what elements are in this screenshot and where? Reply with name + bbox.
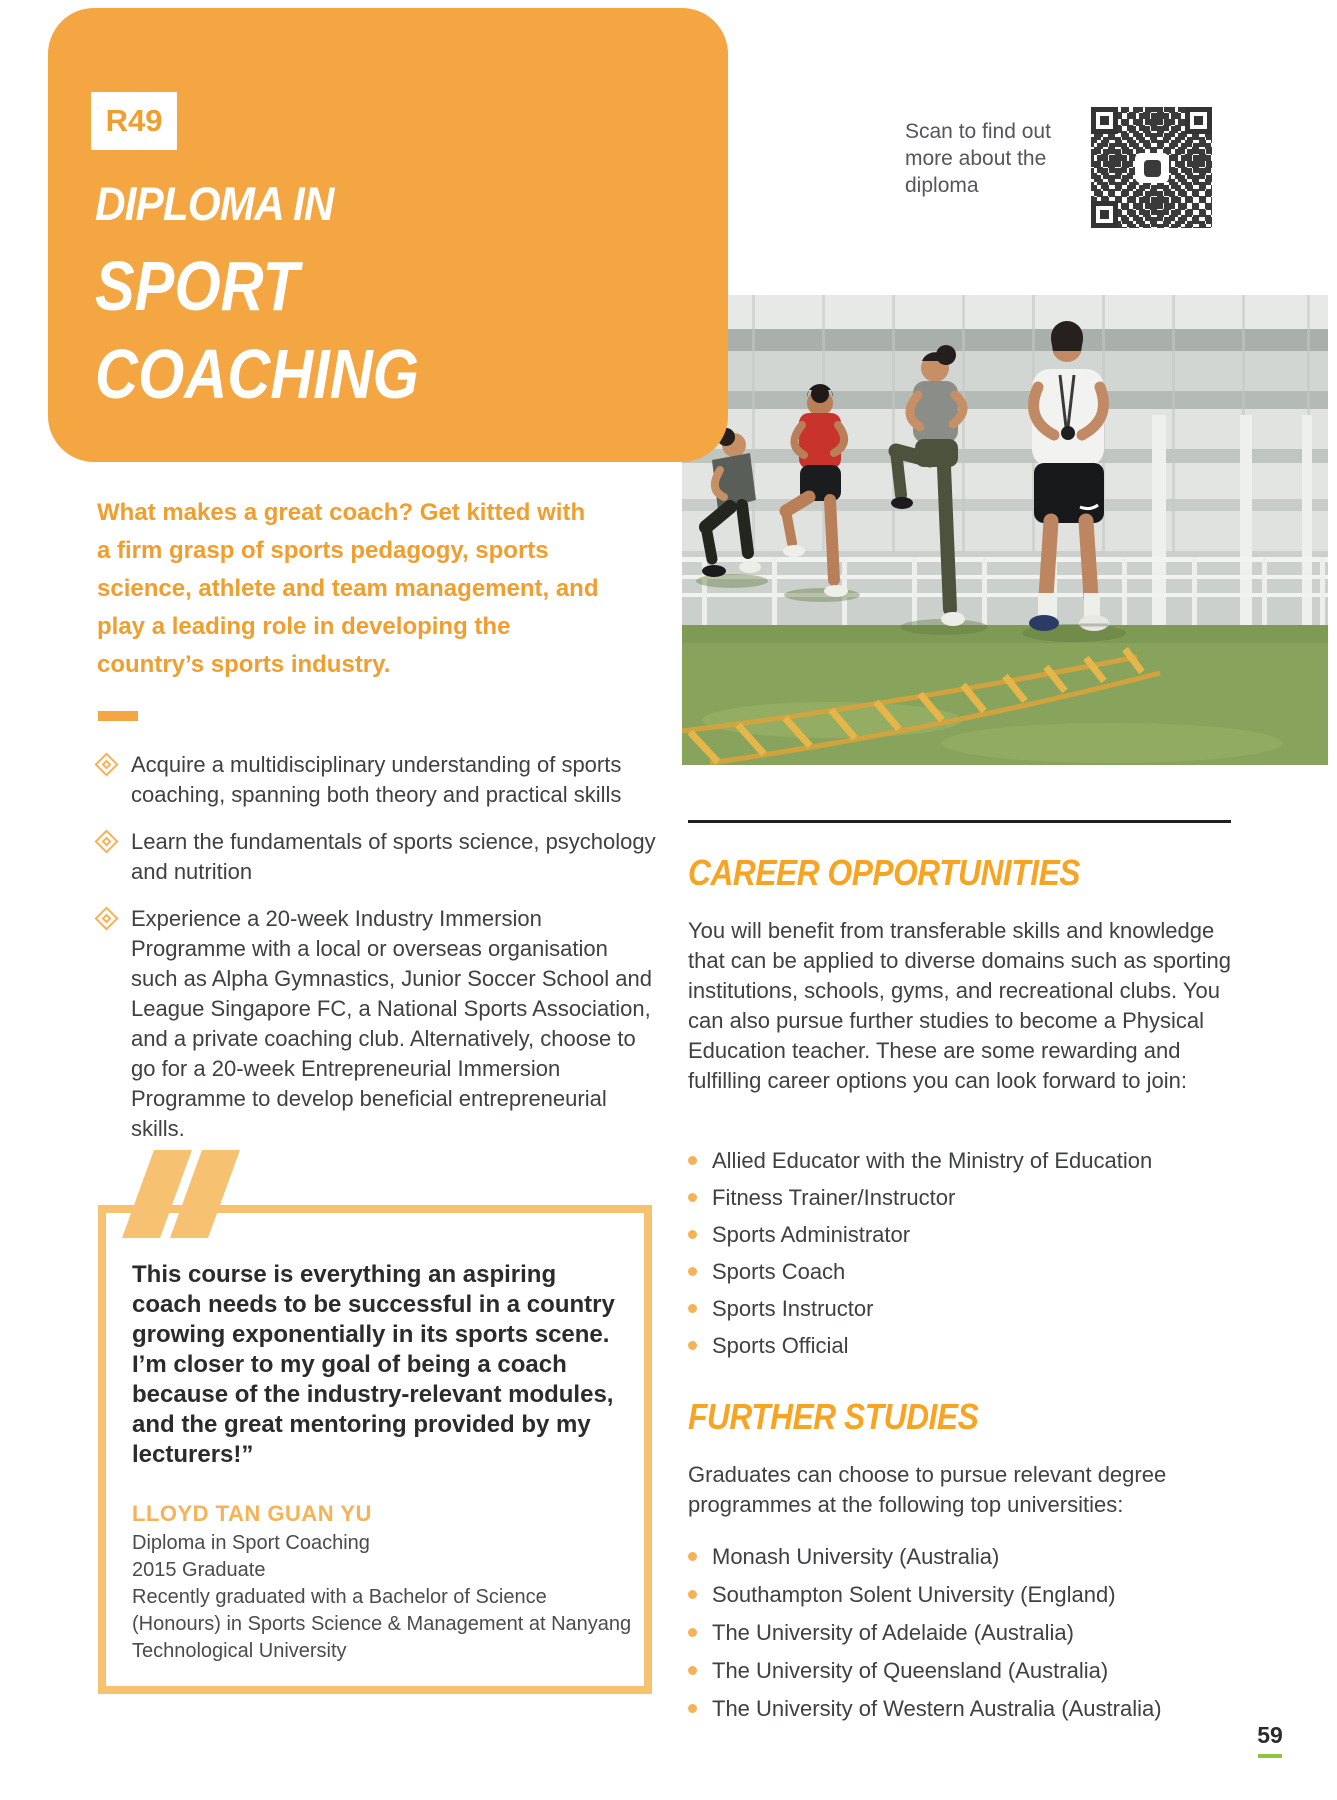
graduate-detail-line: Diploma in Sport Coaching [132,1532,370,1554]
career-role-text: Fitness Trainer/Instructor [712,1185,956,1210]
qr-code [1086,102,1217,233]
page-number-value: 59 [1257,1722,1283,1748]
orange-header-block [48,8,728,462]
qr-center-logo-icon [1135,153,1169,183]
university-text: The University of Western Australia (Australia) [712,1696,1162,1721]
orange-dot-bullet-icon [688,1156,697,1165]
diamond-bullet-icon [98,756,115,773]
graduate-detail-line: Recently graduated with a Bachelor of Science (Honours) in Sports Science & Management at Nanyang Technological University [132,1586,632,1662]
career-roles-list [688,1146,1288,1368]
qr-finder-icon [1185,107,1212,134]
career-role-item [688,1294,1288,1323]
university-item [688,1542,1288,1571]
university-item [688,1694,1288,1723]
university-item [688,1580,1288,1609]
career-section-rule [688,820,1231,823]
further-studies-heading: FURTHER STUDIES [688,1396,979,1437]
graduate-detail-line: 2015 Graduate [132,1559,266,1581]
qr-scan-note: Scan to find out more about the diploma [905,120,1051,197]
qr-finder-icon [1091,107,1118,134]
highlight-item [98,750,658,810]
career-role-text: Sports Instructor [712,1296,874,1321]
orange-dot-bullet-icon [688,1628,697,1637]
orange-dot-bullet-icon [688,1590,697,1599]
orange-dot-bullet-icon [688,1267,697,1276]
career-role-item [688,1183,1288,1212]
highlight-text: Learn the fundamentals of sports science, psychology and nutrition [131,829,656,884]
university-text: The University of Queensland (Australia) [712,1658,1109,1683]
career-heading: CAREER OPPORTUNITIES [688,852,1080,893]
further-studies-paragraph: Graduates can choose to pursue relevant degree programmes at the following top universities: [688,1462,1167,1517]
diploma-prefix: DIPLOMA IN [95,177,334,230]
course-code: R49 [105,103,163,138]
highlight-text: Experience a 20-week Industry Immersion Programme with a local or overseas organisation such as Alpha Gymnastics, Junior Soccer School and League Singapore FC, a National Sports Association, and a private coaching club. Alternatively, choose to go for a 20-week Entrepreneurial Immersion Programme to develop beneficial entrepreneurial skills. [131,906,652,1141]
orange-dot-bullet-icon [688,1230,697,1239]
career-role-text: Sports Coach [712,1259,846,1284]
highlight-text: Acquire a multidisciplinary understanding of sports coaching, spanning both theory and practical skills [131,752,622,807]
university-item [688,1618,1288,1647]
orange-dot-bullet-icon [688,1552,697,1561]
career-role-item [688,1257,1288,1286]
career-role-item [688,1146,1288,1175]
diamond-bullet-icon [98,910,115,927]
career-role-item [688,1220,1288,1249]
orange-dot-bullet-icon [688,1704,697,1713]
career-paragraph: You will benefit from transferable skills and knowledge that can be applied to diverse domains such as sporting institutions, schools, gyms, and recreational clubs. You can also pursue further studies to become a Physical Education teacher. These are some rewarding and fulfilling career options you can look forward to join: [688,918,1231,1093]
career-role-item [688,1331,1288,1360]
university-text: Southampton Solent University (England) [712,1582,1116,1607]
page-number-underline [1258,1754,1282,1758]
section-divider-dash [98,711,138,721]
intro-paragraph: What makes a great coach? Get kitted with a firm grasp of sports pedagogy, sports science, athlete and team management, and play a leading role in developing the country’s sports industry. [97,499,599,678]
page-number [1252,1722,1288,1758]
orange-dot-bullet-icon [688,1304,697,1313]
university-text: The University of Adelaide (Australia) [712,1620,1074,1645]
course-code-badge [91,92,177,150]
university-item [688,1656,1288,1685]
career-role-text: Sports Official [712,1333,849,1358]
orange-dot-bullet-icon [688,1341,697,1350]
highlight-item [98,904,658,1144]
universities-list [688,1542,1288,1732]
course-title-line2: COACHING [95,335,419,413]
course-title-line1: SPORT [95,247,299,325]
qr-pattern [1091,107,1212,228]
course-photo [682,295,1328,765]
diamond-bullet-icon [98,833,115,850]
career-role-text: Sports Administrator [712,1222,911,1247]
highlights-list [98,750,658,1161]
university-text: Monash University (Australia) [712,1544,1000,1569]
orange-dot-bullet-icon [688,1193,697,1202]
qr-finder-icon [1091,201,1118,228]
career-role-text: Allied Educator with the Ministry of Education [712,1148,1153,1173]
highlight-item [98,827,658,887]
graduate-name: LLOYD TAN GUAN YU [132,1501,372,1526]
graduate-details [132,1530,637,1665]
orange-dot-bullet-icon [688,1666,697,1675]
quote-text: This course is everything an aspiring coach needs to be successful in a country growing exponentially in its sports scene. I’m closer to my goal of being a coach because of the industry-relevant modules, and the great mentoring provided by my lecturers!” [132,1261,615,1468]
